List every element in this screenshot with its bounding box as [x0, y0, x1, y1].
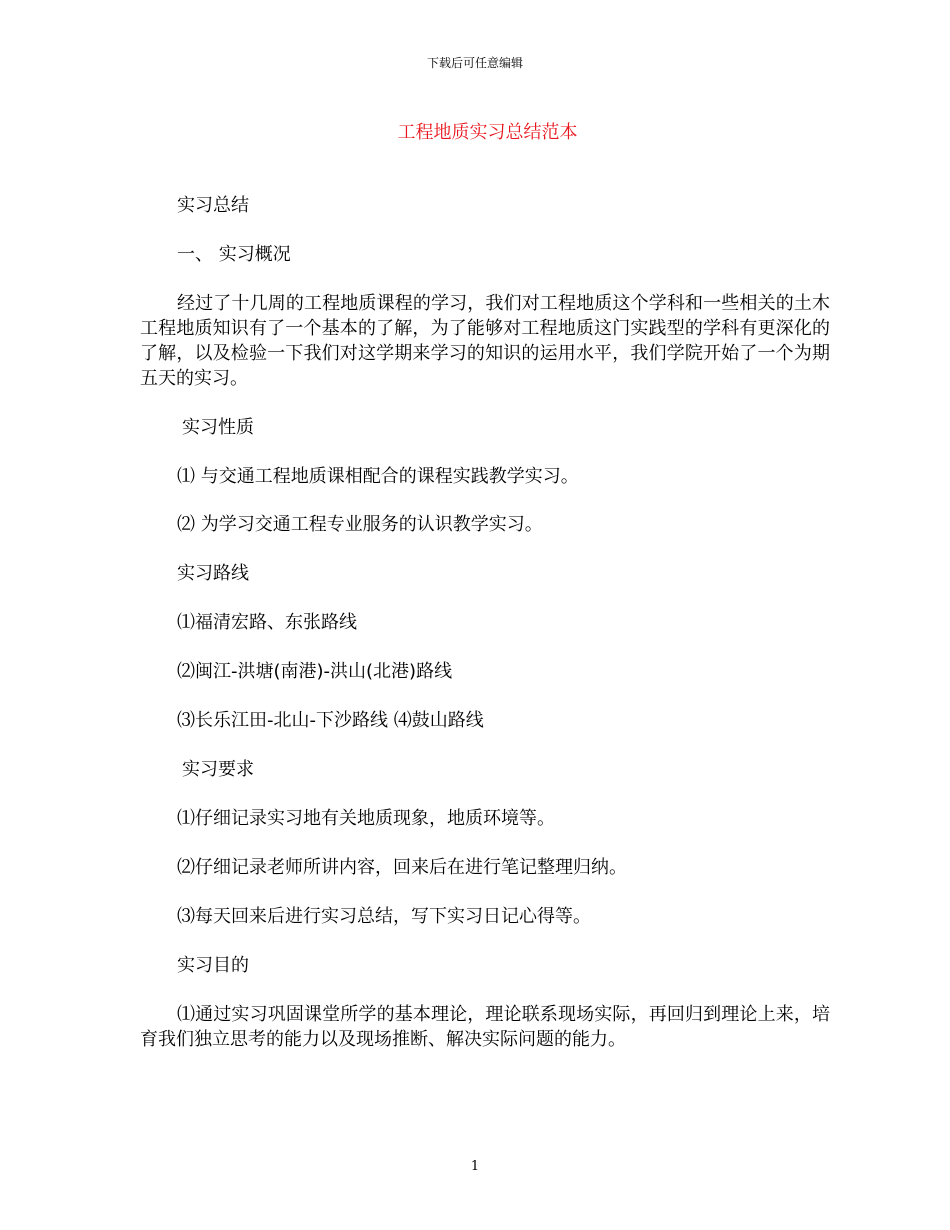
heading-requirements: 实习要求: [182, 759, 254, 780]
document-body: [140, 193, 830, 1052]
heading-purpose: 实习目的: [177, 955, 249, 976]
heading-routes: 实习路线: [177, 563, 249, 584]
paragraph-overview: 经过了十几周的工程地质课程的学习，我们对工程地质这个学科和一些相关的土木工程地质知识有了一个基本的了解，为了能够对工程地质这门实践型的学科有更深化的了解，以及检验一下我们对这学期来学习的知识的运用水平，我们学院开始了一个为期五天的实习。: [140, 293, 830, 389]
list-item-requirement-2: ⑵仔细记录老师所讲内容，回来后在进行笔记整理归纳。: [177, 857, 627, 878]
page-number: 1: [470, 1159, 480, 1174]
heading-nature: 实习性质: [182, 417, 254, 438]
document-title: 工程地质实习总结范本: [397, 122, 578, 143]
list-item-purpose-1: ⑴通过实习巩固课堂所学的基本理论，理论联系现场实际，再回归到理论上来，培育我们独立思考的能力以及现场推断、解决实际问题的能力。: [140, 1004, 830, 1050]
list-item-route-1: ⑴福清宏路、东张路线: [177, 612, 357, 633]
list-item-nature-2: ⑵ 为学习交通工程专业服务的认识教学实习。: [177, 514, 543, 535]
list-item-requirement-1: ⑴仔细记录实习地有关地质现象，地质环境等。: [177, 808, 555, 829]
list-item-route-3-4: ⑶长乐江田-北山-下沙路线 ⑷鼓山路线: [177, 710, 484, 731]
list-item-nature-1: ⑴ 与交通工程地质课相配合的课程实践教学实习。: [177, 466, 579, 487]
list-item-requirement-3: ⑶每天回来后进行实习总结，写下实习日记心得等。: [177, 906, 591, 927]
list-item-route-2: ⑵闽江-洪塘(南港)-洪山(北港)路线: [177, 661, 453, 682]
heading-overview: 一、 实习概况: [177, 244, 291, 265]
heading-summary: 实习总结: [177, 195, 249, 216]
page-header-note: 下载后可任意编辑: [426, 56, 523, 70]
